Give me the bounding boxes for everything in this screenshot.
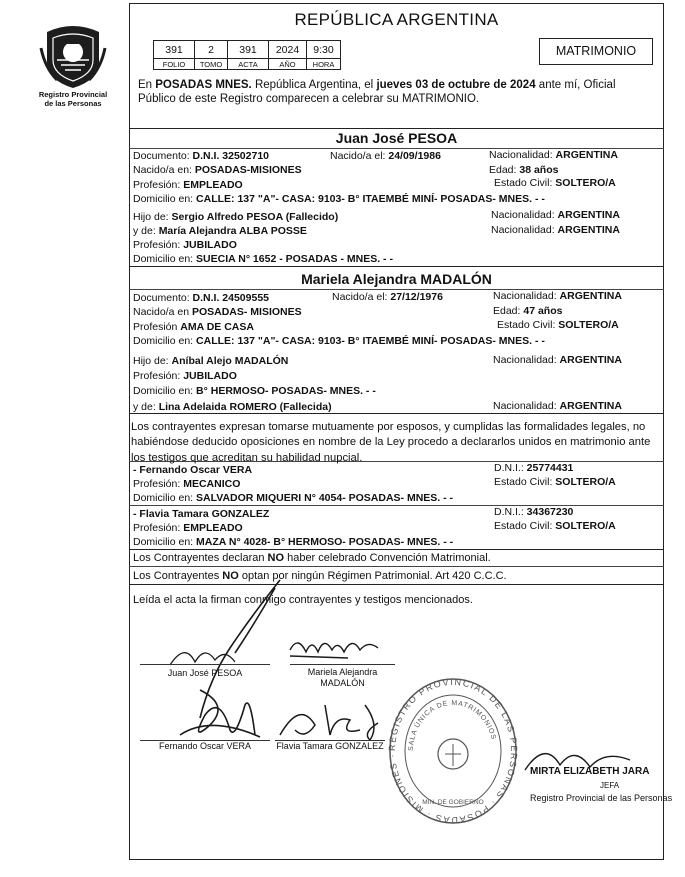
witness1-dni xyxy=(494,462,573,474)
field-label: Nacido/a el: xyxy=(330,150,389,162)
spouse2-mother-nationality xyxy=(493,400,622,412)
field-label: Profesión: xyxy=(133,239,184,251)
field-value: 25774431 xyxy=(526,462,574,474)
field-value: ARGENTINA xyxy=(555,149,618,161)
field-value: EMPLEADO xyxy=(183,179,243,191)
declaration-line: habiéndose deducido oposiciones en nombre de la Ley procedo a declararlos unidos en matrimonio ante xyxy=(131,436,651,449)
intro-place: POSADAS MNES. xyxy=(155,79,252,91)
intro-text: ante mí, Oficial xyxy=(535,79,616,91)
registry-table xyxy=(153,40,341,70)
witness1-name: - Fernando Oscar VERA xyxy=(133,464,253,476)
field-label: Domicilio en: xyxy=(133,492,197,504)
field-value: D.N.I. 32502710 xyxy=(192,150,269,162)
field-value: María Alejandra ALBA POSSE xyxy=(158,225,307,237)
field-label: y de: xyxy=(133,225,159,237)
intro-paragraph xyxy=(138,78,663,106)
folio-value: 391 xyxy=(154,41,195,59)
officer-organization: Registro Provincial de las Personas xyxy=(530,793,673,803)
witness2-civil-status xyxy=(494,520,616,532)
witness1-address xyxy=(133,492,453,504)
field-value: AMA DE CASA xyxy=(180,321,254,333)
spouse2-father-nationality xyxy=(493,354,622,366)
signature-line xyxy=(290,664,395,665)
declaration-paragraph xyxy=(131,420,663,466)
declaration-line: Los contrayentes expresan tomarse mutuamente por esposos, y cumplidas las formalidades legales, no xyxy=(131,421,646,433)
field-label: Domicilio en: xyxy=(133,193,197,205)
field-value: SALVADOR MIQUERI N° 4054- POSADAS- MNES. - - xyxy=(196,492,454,504)
spouse1-mother-nationality xyxy=(491,224,620,236)
field-label: Nacionalidad: xyxy=(493,290,560,302)
tomo-label: TOMO xyxy=(195,59,228,70)
page-title: REPÚBLICA ARGENTINA xyxy=(294,10,499,29)
spouse1-parents-profession xyxy=(133,239,237,251)
field-label: Nacionalidad: xyxy=(491,224,558,236)
field-value: ARGENTINA xyxy=(559,290,622,302)
field-value: SOLTERO/A xyxy=(555,177,616,189)
spouse1-profession xyxy=(133,179,243,191)
regime-text: Los Contrayentes xyxy=(133,570,223,582)
field-value: 38 años xyxy=(519,164,559,176)
stamp-seal-icon xyxy=(388,676,518,826)
field-value: POSADAS-MISIONES xyxy=(194,164,302,176)
convention-text: haber celebrado Convención Matrimonial. xyxy=(284,552,491,564)
spouse2-nationality xyxy=(493,290,622,302)
witness2-dni xyxy=(494,506,573,518)
officer-title: JEFA xyxy=(600,781,620,790)
field-label: Domicilio en: xyxy=(133,385,197,397)
field-label: Domicilio en: xyxy=(133,335,197,347)
field-value: EMPLEADO xyxy=(183,522,243,534)
field-label: Profesión xyxy=(133,321,181,333)
registry-logo xyxy=(37,18,109,90)
regime-text: optan por ningún Régimen Patrimonial. Art 420 C.C.C. xyxy=(238,570,507,582)
spouse2-parents-address xyxy=(133,385,376,397)
field-label: Nacionalidad: xyxy=(489,149,556,161)
intro-text: En xyxy=(138,79,156,91)
signature-line xyxy=(140,664,270,665)
convention-text: Los Contrayentes declaran xyxy=(133,552,268,564)
witness2-address xyxy=(133,536,453,548)
spouse2-address xyxy=(133,335,545,347)
divider xyxy=(129,566,664,567)
field-label: Nacionalidad: xyxy=(493,354,560,366)
stamp-ring-text: EGISTRO PROVINCIAL DE LAS P SONAS · POSADAS · MISIONES · xyxy=(388,676,518,826)
field-value: Sergio Alfredo PESOA (Fallecido) xyxy=(171,211,339,223)
field-value: JUBILADO xyxy=(183,370,237,382)
spouse2-name: Mariela Alejandra MADALÓN xyxy=(301,271,492,287)
field-label: Nacido/a en xyxy=(133,306,192,318)
folio-label: FOLIO xyxy=(154,59,195,70)
divider xyxy=(129,413,664,414)
spouse2-parents-profession xyxy=(133,370,237,382)
field-value: 47 años xyxy=(523,305,563,317)
spouse2-profession xyxy=(133,321,254,333)
spouse1-civil-status xyxy=(494,177,616,189)
signature-spouse2 xyxy=(290,667,395,689)
declaration-line: los testigos que acreditan su habilidad nupcial. xyxy=(131,451,363,464)
field-label: Domicilio en: xyxy=(133,253,197,265)
closing-statement: Leída el acta la firman conmigo contrayentes y testigos mencionados. xyxy=(133,594,473,606)
convention-statement xyxy=(133,552,491,564)
spouse1-age xyxy=(489,164,558,176)
field-label: Estado Civil: xyxy=(494,476,556,488)
field-label: Hijo de: xyxy=(133,355,172,367)
field-value: MECANICO xyxy=(183,478,241,490)
spouse2-age xyxy=(493,305,562,317)
witness2-profession xyxy=(133,522,243,534)
regime-negation: NO xyxy=(222,570,239,582)
intro-line2: Público de este Registro comparecen a celebrar su MATRIMONIO. xyxy=(138,93,480,105)
spouse2-civil-status xyxy=(497,319,619,331)
witness2-name: - Flavia Tamara GONZALEZ xyxy=(133,508,270,520)
witness1-signature-scrawl xyxy=(160,685,270,745)
spouse2-signature-scrawl xyxy=(288,630,383,665)
field-label: Nacionalidad: xyxy=(491,209,558,221)
signature-spouse1: Juan José PESOA xyxy=(167,668,243,678)
field-value: ARGENTINA xyxy=(559,400,622,412)
spouse1-document xyxy=(133,150,269,162)
spouse1-signature-scrawl xyxy=(165,640,245,670)
logo-caption-line1: Registro Provincial xyxy=(38,90,108,99)
field-label: Profesión: xyxy=(133,522,184,534)
field-value: CALLE: 137 "A"- CASA: 9103- B° ITAEMBÉ MINÍ- POSADAS- MNES. - - xyxy=(196,335,545,347)
spouse1-name: Juan José PESOA xyxy=(335,130,458,146)
logo-caption xyxy=(28,90,118,108)
divider xyxy=(129,549,664,550)
signature-spouse2-line2: MADALÓN xyxy=(320,678,365,688)
document-type-box: MATRIMONIO xyxy=(539,38,653,65)
intro-date: jueves 03 de octubre de 2024 xyxy=(376,79,536,91)
anio-value: 2024 xyxy=(269,41,307,59)
field-value: SOLTERO/A xyxy=(555,520,616,532)
spouse2-document xyxy=(133,292,269,304)
spouse1-birthplace xyxy=(133,164,302,176)
field-value: SOLTERO/A xyxy=(558,319,619,331)
field-label: Estado Civil: xyxy=(494,520,556,532)
spouse2-birthplace xyxy=(133,306,302,318)
hora-value: 9:30 xyxy=(307,41,341,59)
field-value: D.N.I. 24509555 xyxy=(192,292,269,304)
acta-label: ACTA xyxy=(228,59,269,70)
field-value: SOLTERO/A xyxy=(555,476,616,488)
field-value: MAZA N° 4028- B° HERMOSO- POSADAS- MNES. - - xyxy=(196,536,454,548)
divider xyxy=(129,266,664,267)
field-label: Profesión: xyxy=(133,370,184,382)
field-value: SUECIA N° 1652 - POSADAS - MNES. - - xyxy=(196,253,393,265)
anio-label: AÑO xyxy=(269,59,307,70)
field-label: Edad: xyxy=(489,164,520,176)
field-value: POSADAS- MISIONES xyxy=(191,306,302,318)
spouse2-birthdate xyxy=(332,291,443,303)
official-stamp xyxy=(388,676,518,826)
field-label: D.N.I.: xyxy=(494,462,527,474)
field-label: Profesión: xyxy=(133,179,184,191)
officer-name: MIRTA ELIZABETH JARA xyxy=(530,766,650,777)
field-label: Documento: xyxy=(133,292,193,304)
signature-witness1: Fernando Oscar VERA xyxy=(158,741,252,751)
field-label: Nacido/a en: xyxy=(133,164,195,176)
divider xyxy=(129,128,664,129)
spouse1-mother xyxy=(133,225,307,237)
coat-of-arms-icon xyxy=(37,18,109,90)
hora-label: HORA xyxy=(307,59,341,70)
witness2-signature-scrawl xyxy=(270,695,390,745)
field-value: CALLE: 137 "A"- CASA: 9103- B° ITAEMBÉ MINÍ- POSADAS- MNES. - - xyxy=(196,193,545,205)
witness1-profession xyxy=(133,478,240,490)
field-value: 24/09/1986 xyxy=(388,150,441,162)
logo-caption-line2: de las Personas xyxy=(44,99,102,108)
field-value: ARGENTINA xyxy=(557,224,620,236)
field-value: JUBILADO xyxy=(183,239,237,251)
spouse1-father-nationality xyxy=(491,209,620,221)
field-label: Nacido/a el: xyxy=(332,291,391,303)
spouse1-birthdate xyxy=(330,150,441,162)
field-value: Lina Adelaida ROMERO (Fallecida) xyxy=(158,401,332,413)
field-value: 27/12/1976 xyxy=(390,291,443,303)
spouse1-parents-address xyxy=(133,253,393,265)
field-value: ARGENTINA xyxy=(559,354,622,366)
tomo-value: 2 xyxy=(195,41,228,59)
field-label: Hijo de: xyxy=(133,211,172,223)
spouse2-mother xyxy=(133,401,332,413)
acta-value: 391 xyxy=(228,41,269,59)
spouse1-address xyxy=(133,193,545,205)
field-label: Estado Civil: xyxy=(494,177,556,189)
field-label: Edad: xyxy=(493,305,524,317)
signature-witness2: Flavia Tamara GONZALEZ xyxy=(276,741,384,751)
field-label: Profesión: xyxy=(133,478,184,490)
field-label: Documento: xyxy=(133,150,193,162)
witness1-civil-status xyxy=(494,476,616,488)
spouse1-nationality xyxy=(489,149,618,161)
field-value: 34367230 xyxy=(526,506,574,518)
field-label: Domicilio en: xyxy=(133,536,197,548)
stamp-inner-text: SALA ÚNICA DE MATRIMONIOS xyxy=(407,699,497,752)
convention-negation: NO xyxy=(267,552,285,564)
intro-text: República Argentina, el xyxy=(251,79,377,91)
field-label: Nacionalidad: xyxy=(493,400,560,412)
divider xyxy=(129,505,664,506)
field-value: B° HERMOSO- POSADAS- MNES. - - xyxy=(196,385,376,397)
spouse2-father xyxy=(133,355,288,367)
signature-spouse2-line1: Mariela Alejandra xyxy=(307,667,378,677)
field-value: ARGENTINA xyxy=(557,209,620,221)
field-label: y de: xyxy=(133,401,159,413)
stamp-bottom-text: MIN. DE GOBIERNO xyxy=(422,799,484,806)
field-value: Aníbal Alejo MADALÓN xyxy=(171,355,289,367)
field-label: D.N.I.: xyxy=(494,506,527,518)
field-label: Estado Civil: xyxy=(497,319,559,331)
spouse1-father xyxy=(133,211,338,223)
